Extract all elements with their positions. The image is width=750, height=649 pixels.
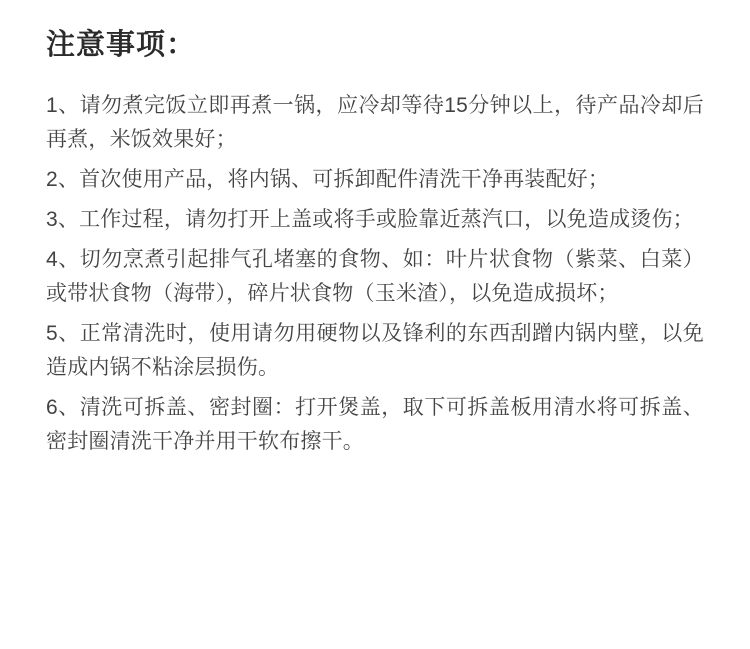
page-title: 注意事项： [46, 29, 197, 61]
list-item: 2、首次使用产品，将内锅、可拆卸配件清洗干净再装配好； [46, 167, 610, 191]
list-item: 5、正常清洗时，使用请勿用硬物以及锋利的东西刮蹭内锅内壁，以免造成内锅不粘涂层损伤。 [46, 321, 704, 379]
list-item: 3、工作过程，请勿打开上盖或将手或脸靠近蒸汽口，以免造成烫伤； [46, 207, 694, 231]
list-item: 6、清洗可拆盖、密封圈：打开煲盖，取下可拆盖板用清水将可拆盖、密封圈清洗干净并用干软布擦干。 [46, 395, 704, 453]
list-item: 1、请勿煮完饭立即再煮一锅，应冷却等待15分钟以上，待产品冷却后再煮，米饭效果好； [46, 93, 704, 151]
list-item: 4、切勿烹煮引起排气孔堵塞的食物、如：叶片状食物（紫菜、白菜）或带状食物（海带），碎片状食物（玉米渣），以免造成损坏； [46, 247, 704, 305]
notes-list [46, 89, 704, 459]
